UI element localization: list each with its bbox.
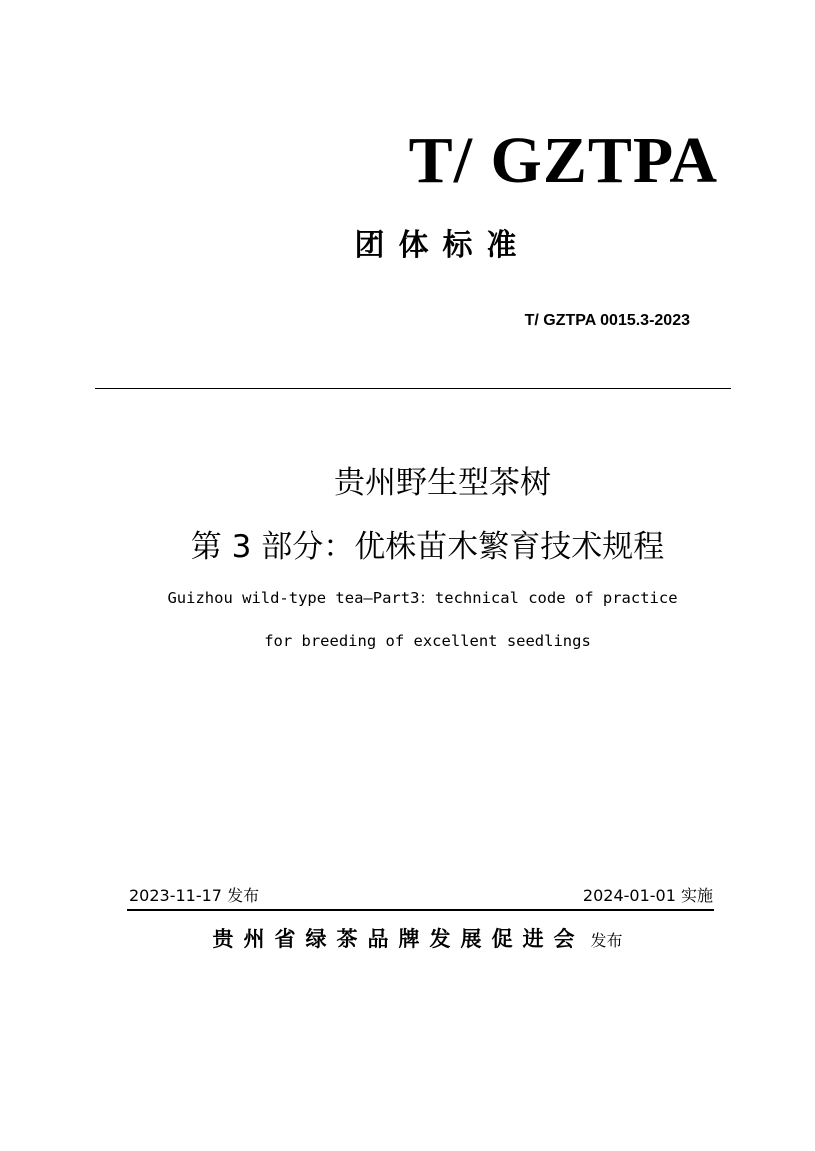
standard-type-heading: 团体标准 <box>354 228 531 263</box>
standard-number: T/ GZTPA 0015.3-2023 <box>524 312 690 329</box>
publisher-line <box>0 922 815 958</box>
header-divider <box>95 388 731 389</box>
document-title: 贵州野生型茶树 <box>334 465 551 501</box>
english-title-line-2: for breeding of excellent seedlings <box>264 632 591 650</box>
footer-divider <box>127 909 714 911</box>
publisher-suffix: 发布 <box>590 931 623 950</box>
english-title-line-1: Guizhou wild-type tea—Part3：technical code of practice <box>167 589 678 607</box>
standard-logo-code: T/ GZTPA <box>408 124 718 197</box>
publisher-name: 贵州省绿茶品牌发展促进会 <box>212 927 585 951</box>
implementation-date: 2024-01-01 实施 <box>582 886 713 905</box>
document-subtitle: 第 3 部分：优株苗木繁育技术规程 <box>190 529 665 565</box>
issue-date: 2023-11-17 发布 <box>129 886 260 905</box>
